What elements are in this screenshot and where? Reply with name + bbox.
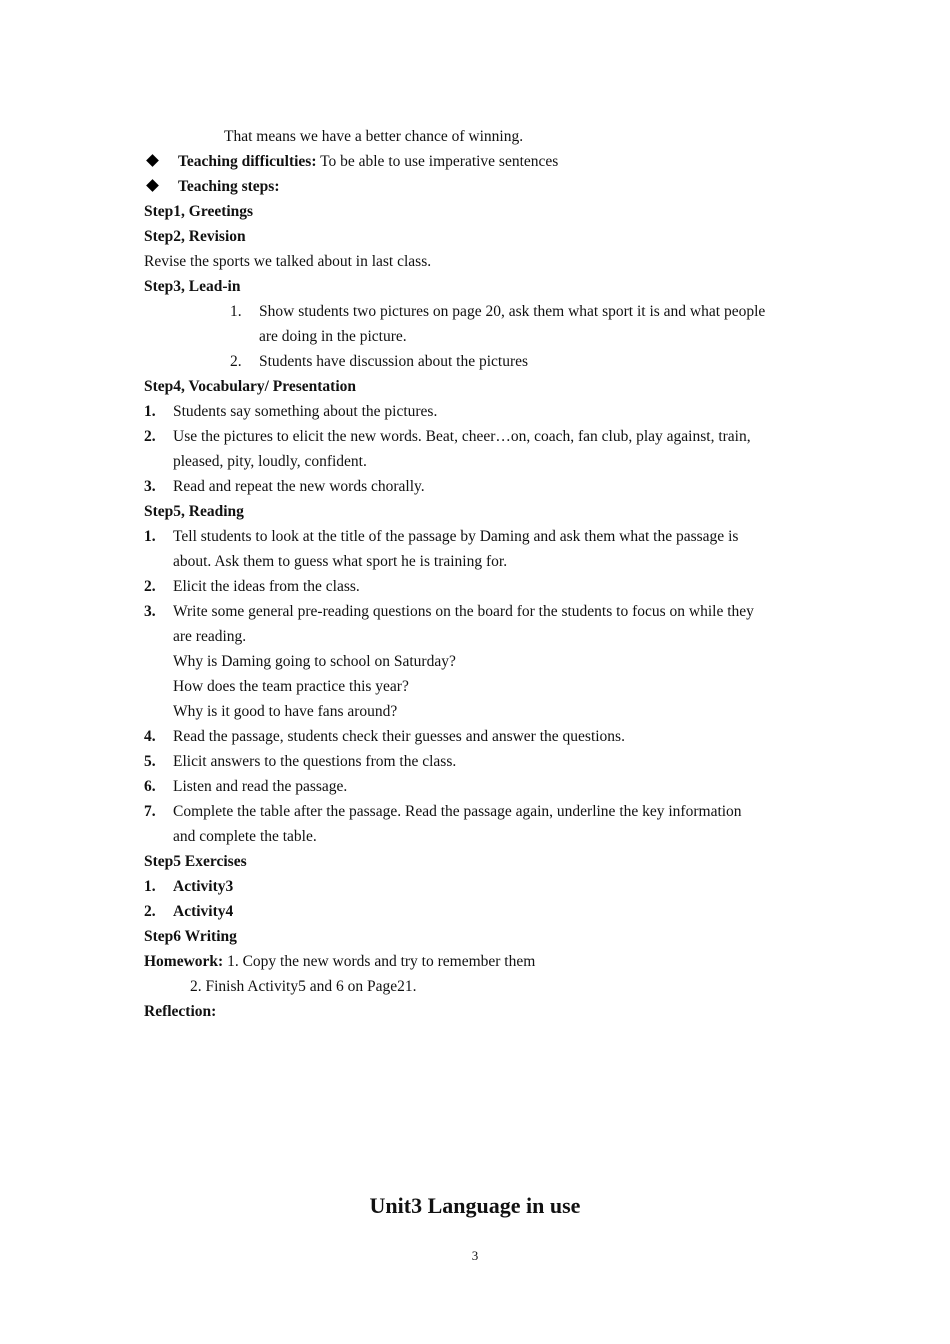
list-text: Write some general pre-reading questions on the board for the students to focus on while they	[173, 603, 754, 620]
list-number: 2.	[230, 353, 242, 370]
list-number: 3.	[144, 603, 156, 620]
diamond-bullet-icon	[146, 179, 159, 192]
list-text: Students say something about the pictures.	[173, 403, 438, 420]
step-heading: Step5, Reading	[144, 503, 244, 520]
question-line: How does the team practice this year?	[173, 678, 409, 695]
list-item-continuation: about. Ask them to guess what sport he is training for.	[173, 553, 508, 570]
list-item	[144, 802, 806, 824]
question-line: Why is it good to have fans around?	[173, 703, 398, 720]
step-heading: Step4, Vocabulary/ Presentation	[144, 378, 356, 395]
list-item-continuation: pleased, pity, loudly, confident.	[173, 453, 367, 470]
unit-title: Unit3 Language in use	[369, 1193, 581, 1218]
step-heading: Step3, Lead-in	[144, 278, 241, 295]
list-text: Activity3	[173, 878, 234, 895]
list-number: 2.	[144, 428, 156, 445]
list-number: 1.	[230, 303, 242, 320]
text-line: That means we have a better chance of winning.	[224, 128, 524, 145]
question-line: Why is Daming going to school on Saturday?	[173, 653, 456, 670]
list-text: Use the pictures to elicit the new words. Beat, cheer…on, coach, fan club, play against, train,	[173, 428, 751, 445]
list-item-continuation: and complete the table.	[173, 828, 317, 845]
label: Homework:	[144, 953, 224, 970]
step-heading: Step5 Exercises	[144, 853, 247, 870]
text: To be able to use imperative sentences	[316, 153, 559, 170]
list-number: 1.	[144, 878, 156, 895]
list-text: Elicit answers to the questions from the class.	[173, 753, 457, 770]
list-item	[144, 527, 806, 549]
text: 1. Copy the new words and try to remember them	[223, 953, 536, 970]
list-text: Elicit the ideas from the class.	[173, 578, 360, 595]
step-heading: Step2, Revision	[144, 228, 246, 245]
text-line: Revise the sports we talked about in last class.	[144, 253, 432, 270]
reflection-heading: Reflection:	[144, 1003, 217, 1020]
list-number: 4.	[144, 728, 156, 745]
list-item	[230, 352, 806, 374]
list-text: Complete the table after the passage. Read the passage again, underline the key information	[173, 803, 742, 820]
homework-line	[144, 952, 806, 974]
list-text: Read and repeat the new words chorally.	[173, 478, 425, 495]
step-heading: Step1, Greetings	[144, 203, 254, 220]
list-number: 6.	[144, 778, 156, 795]
list-number: 3.	[144, 478, 156, 495]
list-item	[144, 602, 806, 624]
diamond-bullet-icon	[146, 154, 159, 167]
page-number: 3	[471, 1248, 479, 1263]
list-item	[144, 477, 806, 499]
list-item-continuation: are doing in the picture.	[259, 328, 407, 345]
homework-line: 2. Finish Activity5 and 6 on Page21.	[190, 978, 417, 995]
label: Teaching steps:	[178, 178, 280, 195]
list-number: 5.	[144, 753, 156, 770]
list-item	[144, 727, 806, 749]
list-text: Tell students to look at the title of the passage by Daming and ask them what the passage is	[173, 528, 739, 545]
label: Teaching difficulties:	[178, 153, 317, 170]
list-number: 2.	[144, 903, 156, 920]
list-number: 2.	[144, 578, 156, 595]
list-item	[144, 427, 806, 449]
list-text: Students have discussion about the pictures	[259, 353, 529, 370]
step-heading: Step6 Writing	[144, 928, 237, 945]
list-text: Listen and read the passage.	[173, 778, 348, 795]
list-number: 1.	[144, 403, 156, 420]
list-item	[144, 752, 806, 774]
teaching-difficulties-line	[144, 152, 806, 174]
list-item	[144, 902, 806, 924]
list-item	[144, 877, 806, 899]
list-item	[230, 302, 806, 324]
list-item	[144, 577, 806, 599]
list-item	[144, 777, 806, 799]
list-text: Activity4	[173, 903, 234, 920]
list-text: Show students two pictures on page 20, ask them what sport it is and what people	[259, 303, 766, 320]
list-item-continuation: are reading.	[173, 628, 247, 645]
list-number: 1.	[144, 528, 156, 545]
teaching-steps-line	[144, 177, 806, 199]
list-number: 7.	[144, 803, 156, 820]
list-text: Read the passage, students check their guesses and answer the questions.	[173, 728, 625, 745]
list-item	[144, 402, 806, 424]
